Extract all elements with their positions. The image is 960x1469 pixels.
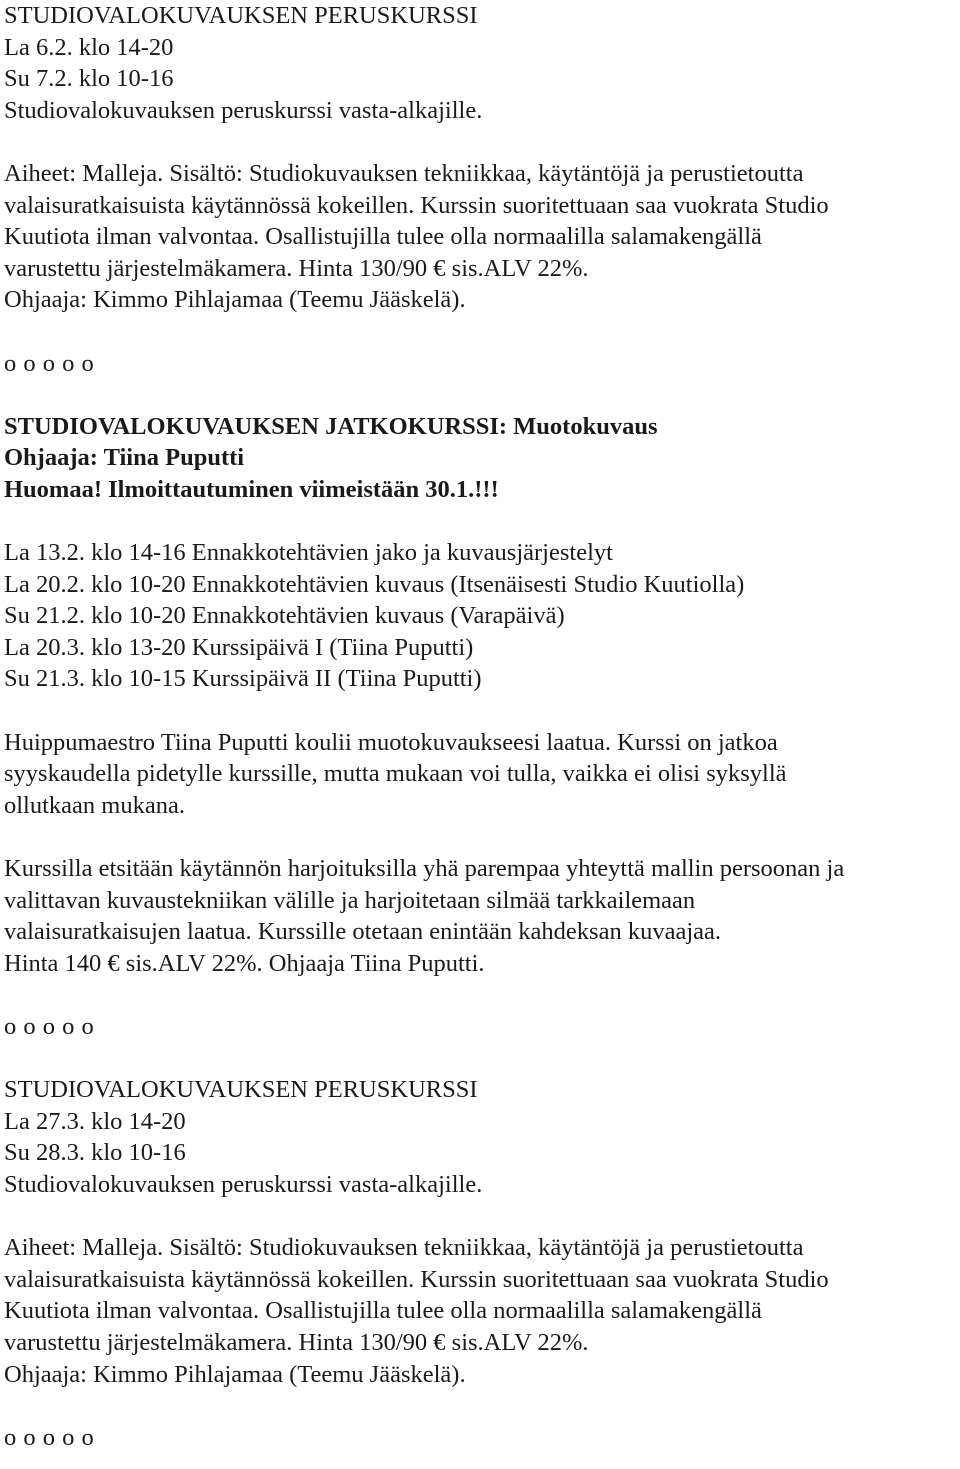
body-line: Ohjaaja: Kimmo Pihlajamaa (Teemu Jääskelä). — [4, 286, 466, 314]
body-line: Aiheet: Malleja. Sisältö: Studiokuvauksen tekniikkaa, käytäntöjä ja perustietoutta — [4, 159, 804, 187]
spacer — [4, 126, 960, 158]
schedule-item: La 20.3. klo 13-20 Kurssipäivä I (Tiina Puputti) — [4, 633, 474, 661]
course-date: Su 7.2. klo 10-16 — [4, 65, 174, 93]
course-title: STUDIOVALOKUVAUKSEN JATKOKURSSI: Muotokuvaus — [4, 412, 658, 440]
body-line: valaisuratkaisujen laatua. Kurssille otetaan enintään kahdeksan kuvaajaa. — [4, 918, 722, 946]
spacer — [4, 316, 960, 348]
spacer — [4, 379, 960, 411]
schedule-item: La 13.2. klo 14-16 Ennakkotehtävien jako ja kuvausjärjestelyt — [4, 539, 613, 567]
body-line: valaisuratkaisuista käytännössä kokeillen. Kurssin suoritettuaan saa vuokrata Studio — [4, 191, 829, 219]
spacer — [4, 506, 960, 538]
course-instructor: Ohjaaja: Tiina Puputti — [4, 444, 245, 472]
body-line: Kuutiota ilman valvontaa. Osallistujilla tulee olla normaalilla salamakengällä — [4, 1297, 762, 1325]
body-line: Kuutiota ilman valvontaa. Osallistujilla tulee olla normaalilla salamakengällä — [4, 223, 762, 251]
body-line: ollutkaan mukana. — [4, 791, 185, 819]
course-title: STUDIOVALOKUVAUKSEN PERUSKURSSI — [4, 2, 478, 29]
course-basic-mar — [4, 1074, 960, 1453]
separator: o o o o o — [4, 1013, 95, 1040]
spacer — [4, 1201, 960, 1233]
separator: o o o o o — [4, 1423, 95, 1451]
body-line: Kurssilla etsitään käytännön harjoituksilla yhä parempaa yhteyttä mallin persoonan ja — [4, 855, 845, 883]
course-basic-feb — [4, 0, 960, 411]
body-line: varustettu järjestelmäkamera. Hinta 130/90 € sis.ALV 22%. — [4, 1328, 589, 1356]
course-date: Su 28.3. klo 10-16 — [4, 1139, 186, 1167]
course-subtitle: Studiovalokuvauksen peruskurssi vasta-alkajille. — [4, 1170, 483, 1198]
body-line: Ohjaaja: Kimmo Pihlajamaa (Teemu Jääskelä). — [4, 1360, 466, 1388]
spacer — [4, 1390, 960, 1422]
body-line: Aiheet: Malleja. Sisältö: Studiokuvauksen tekniikkaa, käytäntöjä ja perustietoutta — [4, 1234, 804, 1262]
body-line: varustettu järjestelmäkamera. Hinta 130/90 € sis.ALV 22%. — [4, 254, 589, 282]
course-date: La 27.3. klo 14-20 — [4, 1107, 186, 1135]
body-line: valaisuratkaisuista käytännössä kokeillen. Kurssin suoritettuaan saa vuokrata Studio — [4, 1265, 829, 1293]
spacer — [4, 979, 960, 1011]
separator: o o o o o — [4, 349, 95, 377]
spacer — [4, 695, 960, 727]
course-date: La 6.2. klo 14-20 — [4, 33, 174, 61]
schedule-item: Su 21.3. klo 10-15 Kurssipäivä II (Tiina Puputti) — [4, 665, 482, 693]
schedule-item: La 20.2. klo 10-20 Ennakkotehtävien kuvaus (Itsenäisesti Studio Kuutiolla) — [4, 570, 745, 598]
course-subtitle: Studiovalokuvauksen peruskurssi vasta-alkajille. — [4, 96, 483, 124]
course-title: STUDIOVALOKUVAUKSEN PERUSKURSSI — [4, 1076, 478, 1104]
schedule-item: Su 21.2. klo 10-20 Ennakkotehtävien kuvaus (Varapäivä) — [4, 602, 565, 630]
body-line: valittavan kuvaustekniikan välille ja harjoitetaan silmää tarkkailemaan — [4, 886, 696, 914]
registration-notice: Huomaa! Ilmoittautuminen viimeistään 30.1.!!! — [4, 475, 499, 503]
spacer — [4, 1043, 960, 1075]
body-line: Huippumaestro Tiina Puputti koulii muotokuvaukseesi laatua. Kurssi on jatkoa — [4, 728, 778, 756]
spacer — [4, 821, 960, 853]
body-line: Hinta 140 € sis.ALV 22%. Ohjaaja Tiina Puputti. — [4, 949, 485, 977]
body-line: syyskaudella pidetylle kurssille, mutta mukaan voi tulla, vaikka ei olisi syksyllä — [4, 760, 787, 788]
document-page — [4, 0, 960, 1453]
course-portrait — [4, 411, 960, 1074]
